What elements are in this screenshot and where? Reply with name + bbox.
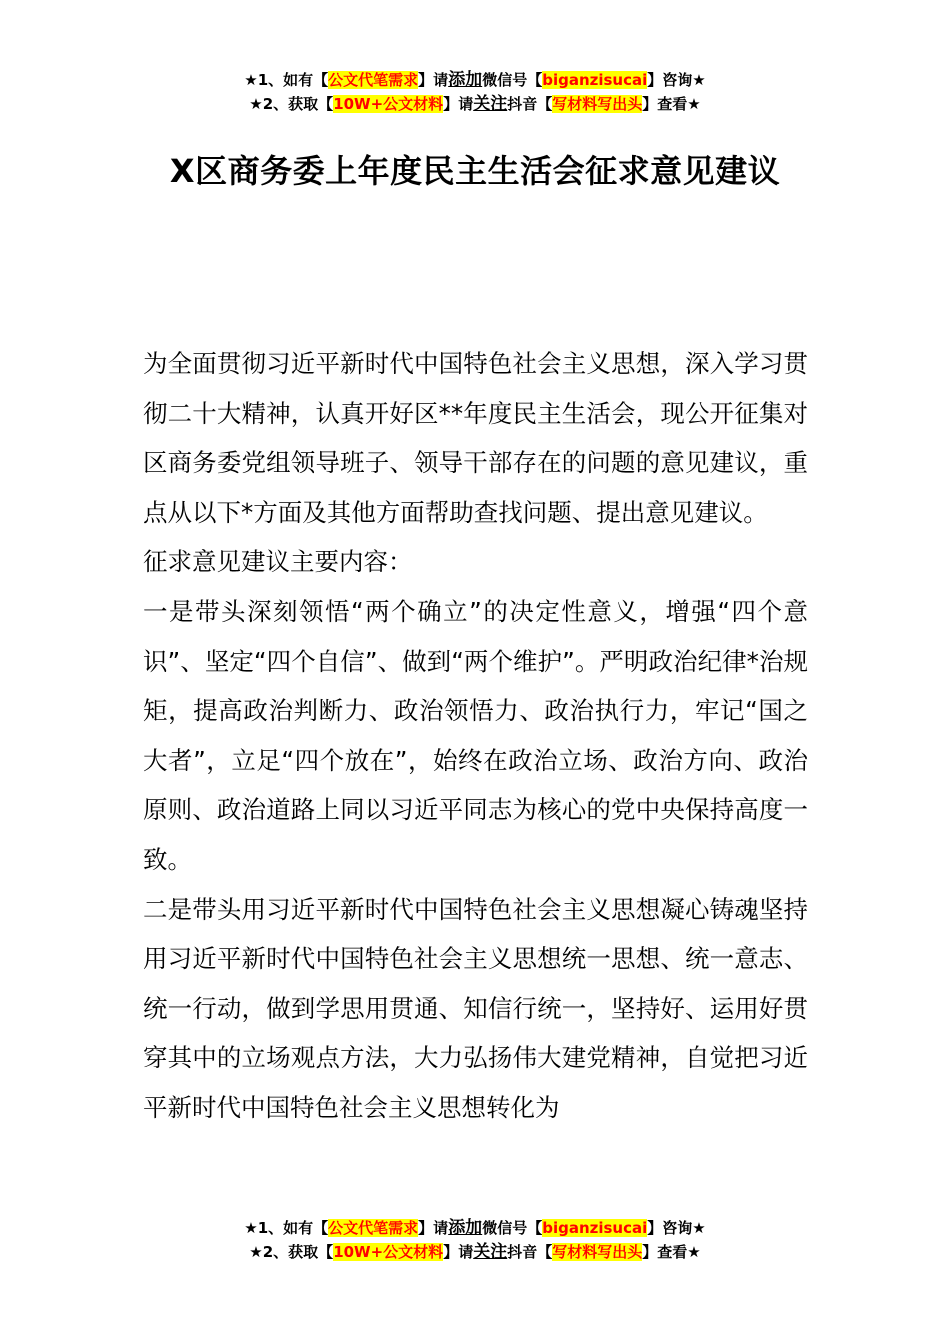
document-title: X区商务委上年度民主生活会征求意见建议 — [169, 152, 781, 190]
header-line-2-mid2: 抖音【 — [507, 95, 553, 113]
header-banner — [0, 68, 950, 116]
header-line-2-prefix: ★2、获取【 — [249, 95, 334, 113]
header-line-2-emphasis: 关注 — [473, 94, 508, 114]
header-line-1-emphasis: 添加 — [448, 70, 483, 90]
body-paragraph-item-2: 二是带头用习近平新时代中国特色社会主义思想凝心铸魂坚持用习近平新时代中国特色社会主义思想统一思想、统一意志、统一行动，做到学思用贯通、知信行统一，坚持好、运用好贯穿其中的立场观点方法，大力弘扬伟大建党精神，自觉把习近平新时代中国特色社会主义思想转化为 — [143, 894, 808, 1122]
header-line-1-mid2: 微信号【 — [482, 71, 543, 89]
footer-line-1-mid2: 微信号【 — [482, 1219, 543, 1237]
footer-line-2-highlight-materials: 10W+公文材料 — [333, 1243, 444, 1261]
header-line-1 — [0, 68, 950, 92]
footer-line-2-mid: 】请 — [443, 1243, 474, 1261]
header-line-2-mid: 】请 — [443, 95, 474, 113]
header-line-1-highlight-wechat: biganzisucai — [542, 71, 648, 89]
footer-line-1-highlight-wechat: biganzisucai — [542, 1219, 648, 1237]
header-line-2 — [0, 92, 950, 116]
footer-line-1 — [0, 1216, 950, 1240]
footer-line-2-prefix: ★2、获取【 — [249, 1243, 334, 1261]
body-paragraph-heading: 征求意见建议主要内容： — [143, 547, 413, 577]
body-paragraph-intro: 为全面贯彻习近平新时代中国特色社会主义思想，深入学习贯彻二十大精神，认真开好区**年度民主生活会，现公开征集对区商务委党组领导班子、领导干部存在的问题的意见建议，重点从以下*方面及其他方面帮助查找问题、提出意见建议。 — [143, 349, 808, 527]
header-line-1-mid: 】请 — [418, 71, 449, 89]
footer-line-1-highlight-service: 公文代笔需求 — [328, 1219, 419, 1237]
header-line-2-suffix: 】查看★ — [642, 95, 701, 113]
footer-line-1-prefix: ★1、如有【 — [244, 1219, 329, 1237]
footer-line-1-suffix: 】咨询★ — [647, 1219, 706, 1237]
footer-line-1-mid: 】请 — [418, 1219, 449, 1237]
footer-line-2 — [0, 1240, 950, 1264]
header-line-1-suffix: 】咨询★ — [647, 71, 706, 89]
body-paragraph-item-1: 一是带头深刻领悟“两个确立”的决定性意义，增强“四个意识”、坚定“四个自信”、做到“两个维护”。严明政治纪律*治规矩，提高政治判断力、政治领悟力、政治执行力，牢记“国之大者”，立足“四个放在”，始终在政治立场、政治方向、政治原则、政治道路上同以习近平同志为核心的党中央保持高度一致。 — [143, 596, 808, 874]
header-line-1-highlight-service: 公文代笔需求 — [328, 71, 419, 89]
footer-line-2-suffix: 】查看★ — [642, 1243, 701, 1261]
footer-line-2-mid2: 抖音【 — [507, 1243, 553, 1261]
footer-line-1-emphasis: 添加 — [448, 1218, 483, 1238]
header-line-1-prefix: ★1、如有【 — [244, 71, 329, 89]
footer-line-2-highlight-douyin: 写材料写出头 — [552, 1243, 643, 1261]
footer-banner — [0, 1216, 950, 1264]
header-line-2-highlight-douyin: 写材料写出头 — [552, 95, 643, 113]
header-line-2-highlight-materials: 10W+公文材料 — [333, 95, 444, 113]
footer-line-2-emphasis: 关注 — [473, 1242, 508, 1262]
document-body — [143, 339, 808, 1133]
